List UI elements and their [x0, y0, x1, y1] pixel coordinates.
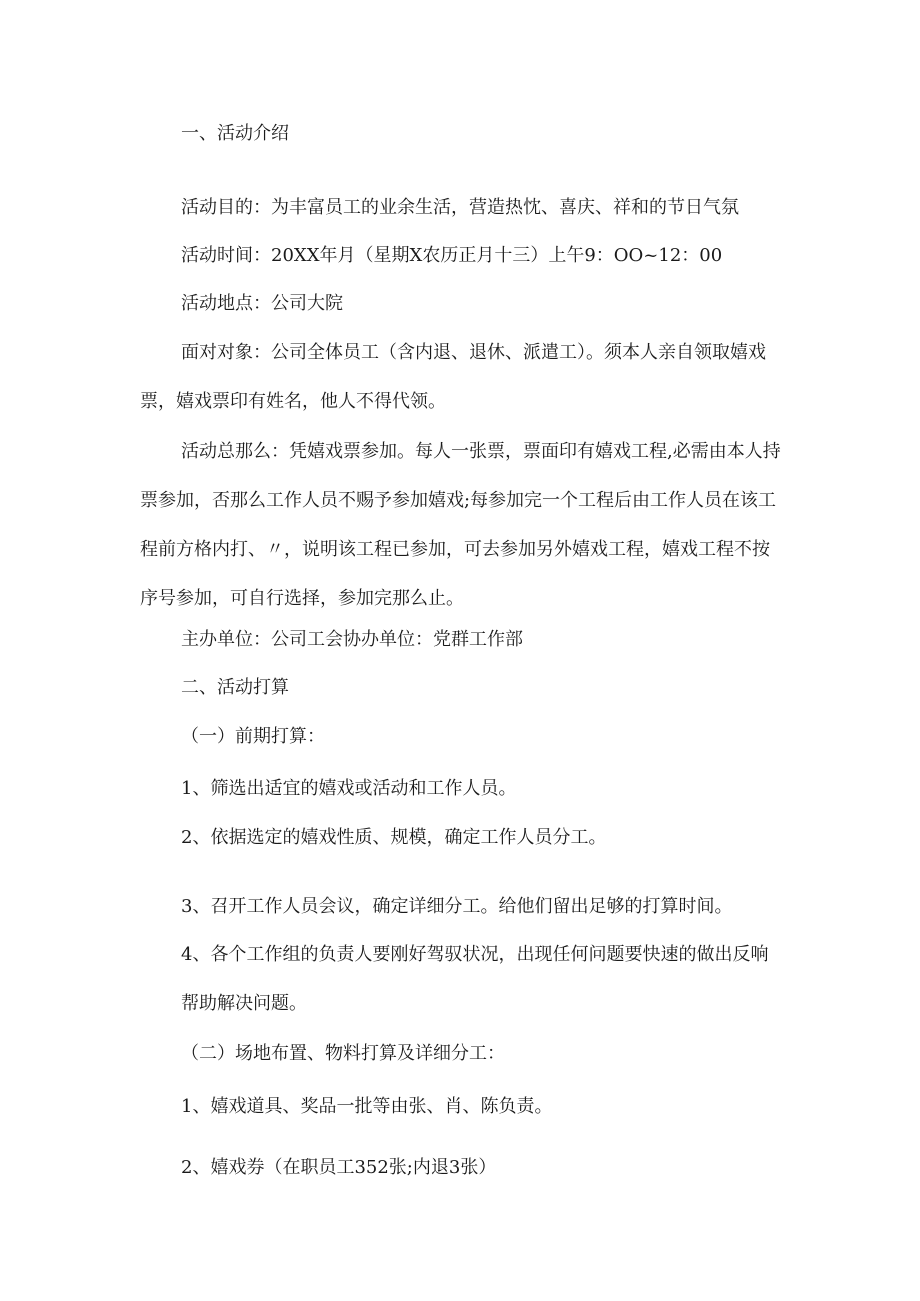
list-item: 4、各个工作组的负责人要刚好驾驭状况，出现任何问题要快速的做出反响帮助解决问题。 — [181, 944, 769, 1014]
activity-rules: 活动总那么：凭嬉戏票参加。每人一张票，票面印有嬉戏工程,必需由本人持票参加，否那么工作人员不赐予参加嬉戏;每参加完一个工程后由工作人员在该工程前方格内打、〃，说明该工程已参加，可去参加另外嬉戏工程，嬉戏工程不按序号参加，可自行选择，参加完那么止。 — [140, 441, 781, 609]
activity-time: 活动时间：20XX年月（星期X农历正月十三）上午9：OO~12：00 — [181, 245, 723, 266]
list-item: 1、筛选出适宜的嬉戏或活动和工作人员。 — [181, 778, 517, 799]
activity-purpose: 活动目的：为丰富员工的业余生活，营造热忱、喜庆、祥和的节日气氛 — [181, 197, 739, 218]
activity-audience: 面对对象：公司全体员工（含内退、退休、派遣工）。须本人亲自领取嬉戏票，嬉戏票印有姓名，他人不得代领。 — [140, 342, 766, 412]
activity-organizer: 主办单位：公司工会协办单位：党群工作部 — [181, 629, 523, 650]
activity-location: 活动地点：公司大院 — [181, 293, 343, 314]
list-item: 3、召开工作人员会议，确定详细分工。给他们留出足够的打算时间。 — [181, 896, 733, 917]
section-heading-activity-intro: 一、活动介绍 — [181, 123, 289, 144]
subsection-heading-venue-materials: （二）场地布置、物料打算及详细分工： — [181, 1043, 505, 1064]
list-item: 2、依据选定的嬉戏性质、规模，确定工作人员分工。 — [181, 827, 607, 848]
list-item: 2、嬉戏券（在职员工352张;内退3张） — [181, 1157, 497, 1178]
list-item: 1、嬉戏道具、奖品一批等由张、肖、陈负责。 — [181, 1096, 553, 1117]
subsection-heading-early-prep: （一）前期打算： — [181, 726, 325, 747]
section-heading-preparation: 二、活动打算 — [181, 677, 289, 698]
